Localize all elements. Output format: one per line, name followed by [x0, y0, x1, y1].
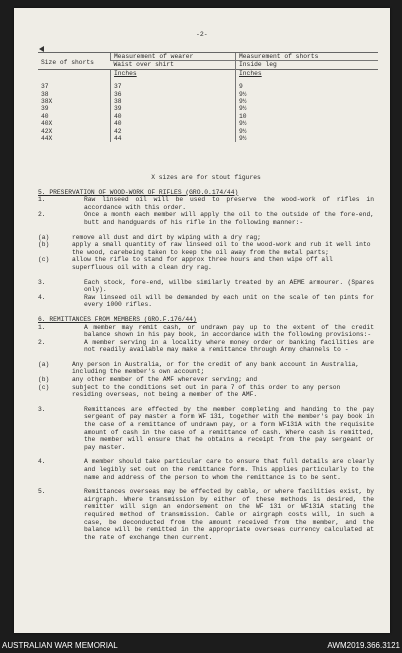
list-item: (c) allow the rifle to stand for approx three hours and then wipe off all superfluous oil with a clean dry rag. [38, 256, 333, 271]
table-cell: 38 [111, 98, 236, 105]
table-cell: 40 [111, 120, 236, 127]
header-shorts: Measurement of shorts [236, 53, 379, 61]
paragraph: 2. Once a month each member will apply the oil to the outside of the fore-end, butt and handguards of his rifle in the following manner:- [38, 211, 374, 226]
paragraph: 1. A member may remit cash, or undrawn pay up to the extent of the credit balance shown in his pay book, in accordance with the following provisions:- [38, 323, 374, 339]
paragraph: 3. Each stock, fore-end, willbe similarly treated by an AEME armourer. (Spares only). [38, 278, 374, 294]
table-cell: 38 [41, 90, 49, 98]
table-cell: 44X [41, 135, 53, 143]
unit-leg: Inches [236, 69, 379, 77]
paragraph: 2. A member serving in a locality where money order or banking facilities are not readily available may make a remittance through Army channels to - [38, 338, 374, 354]
footer-accession-id: AWM2019.366.3121 [327, 641, 400, 650]
table-cell: 37 [41, 83, 49, 91]
table-cell: 9½ [236, 98, 379, 105]
table-note: X sizes are for stout figures [151, 174, 261, 181]
table-cell: 40 [41, 112, 49, 120]
table-cell: 37 [111, 83, 236, 90]
paragraph: 3. Remittances are effected by the member completing and handing to the pay sergeant of pay master a form WF 131, together with the member's pay book in the case of a remittance of undrawn pay, or a form WF131A with the requisite amount of cash in the case of a remittance of cash. Where cash is remitted, the member will ensure that he obtains a receipt from the pay sergeant or pay master. [38, 405, 374, 451]
table-cell: 40 [111, 113, 236, 120]
section-5-heading: 5. PRESERVATION OF WOOD-WORK OF RIFLES (GRO.0.174/44) [38, 188, 239, 196]
list-item: (b) apply a small quantity of raw linseed oil to the wood-work and rub it well into the wood, carebeing taken to keep the oil away from the metal parts; [38, 241, 371, 256]
list-item: (c) subject to the conditions set out in para 7 of this order to any person residing overseas, not being a member of the AMF. [38, 383, 341, 399]
document-body [38, 174, 374, 541]
list-item: (a) remove all dust and dirt by wiping with a dry rag; [38, 233, 261, 241]
page-number: -2- [196, 31, 208, 38]
header-wearer: Measurement of wearer [111, 53, 236, 61]
header-inside-leg: Inside leg [236, 61, 379, 69]
table-cell: 9½ [236, 120, 379, 127]
table-cell: 39 [41, 105, 49, 113]
document-page [14, 8, 390, 633]
paragraph: 4. A member should take particular care to ensure that full details are clearly and legibly set out on the remittance form. This applies particularly to the name and address of the person to whom the remittance is to be sent. [38, 458, 374, 481]
footer-credit: AUSTRALIAN WAR MEMORIAL [2, 641, 118, 650]
header-waist: Waist over shirt [113, 61, 174, 69]
table-cell: 9½ [236, 91, 379, 98]
header-size: Size of shorts [38, 53, 111, 70]
section-6-heading: 6. REMITTANCES FROM MEMBERS (GRO.F.176/44) [38, 315, 197, 323]
table-cell: 42 [111, 128, 236, 135]
list-item: (b) any other member of the AMF wherever serving; and [38, 376, 258, 384]
table-cell: 42X [41, 127, 53, 135]
table-cell: 9 [236, 83, 379, 90]
table-cell: 38X [41, 98, 53, 106]
footer-bar [0, 639, 402, 653]
table-cell: 9½ [236, 135, 379, 142]
paragraph: 4. Raw linseed oil will be demanded by each unit on the scale of ten pints for every 1000 rifles. [38, 293, 374, 309]
paragraph: 5. Remittances overseas may be effected by cable, or where facilities exist, by airgraph. Where transmission by either of these methods is desired, the remitter will sign an endorsement on the WF 131 or WF131A stating the required method of transmission. Cable or airgraph costs will, in such a case, be deconducted from the amount received from the member, and the balance will be remitted in the appropriate overseas currency calculated at the rate of exchange then current. [38, 488, 374, 541]
shorts-size-table [38, 52, 378, 142]
table-cell: 10 [236, 113, 379, 120]
table-cell: 36 [111, 91, 236, 98]
table-cell: 40X [41, 120, 53, 128]
paragraph: 1. Raw linseed oil will be used to preserve the wood-work of rifles in accordance with this order. [38, 196, 374, 211]
table-cell: 9½ [236, 128, 379, 135]
table-cell: 39 [111, 105, 236, 112]
list-item: (a) Any person in Australia, or for the credit of any bank account in Australia, including the member's own account; [38, 360, 360, 376]
unit-waist: Inches [111, 69, 236, 77]
table-cell: 44 [111, 135, 236, 142]
table-cell: 9½ [236, 105, 379, 112]
